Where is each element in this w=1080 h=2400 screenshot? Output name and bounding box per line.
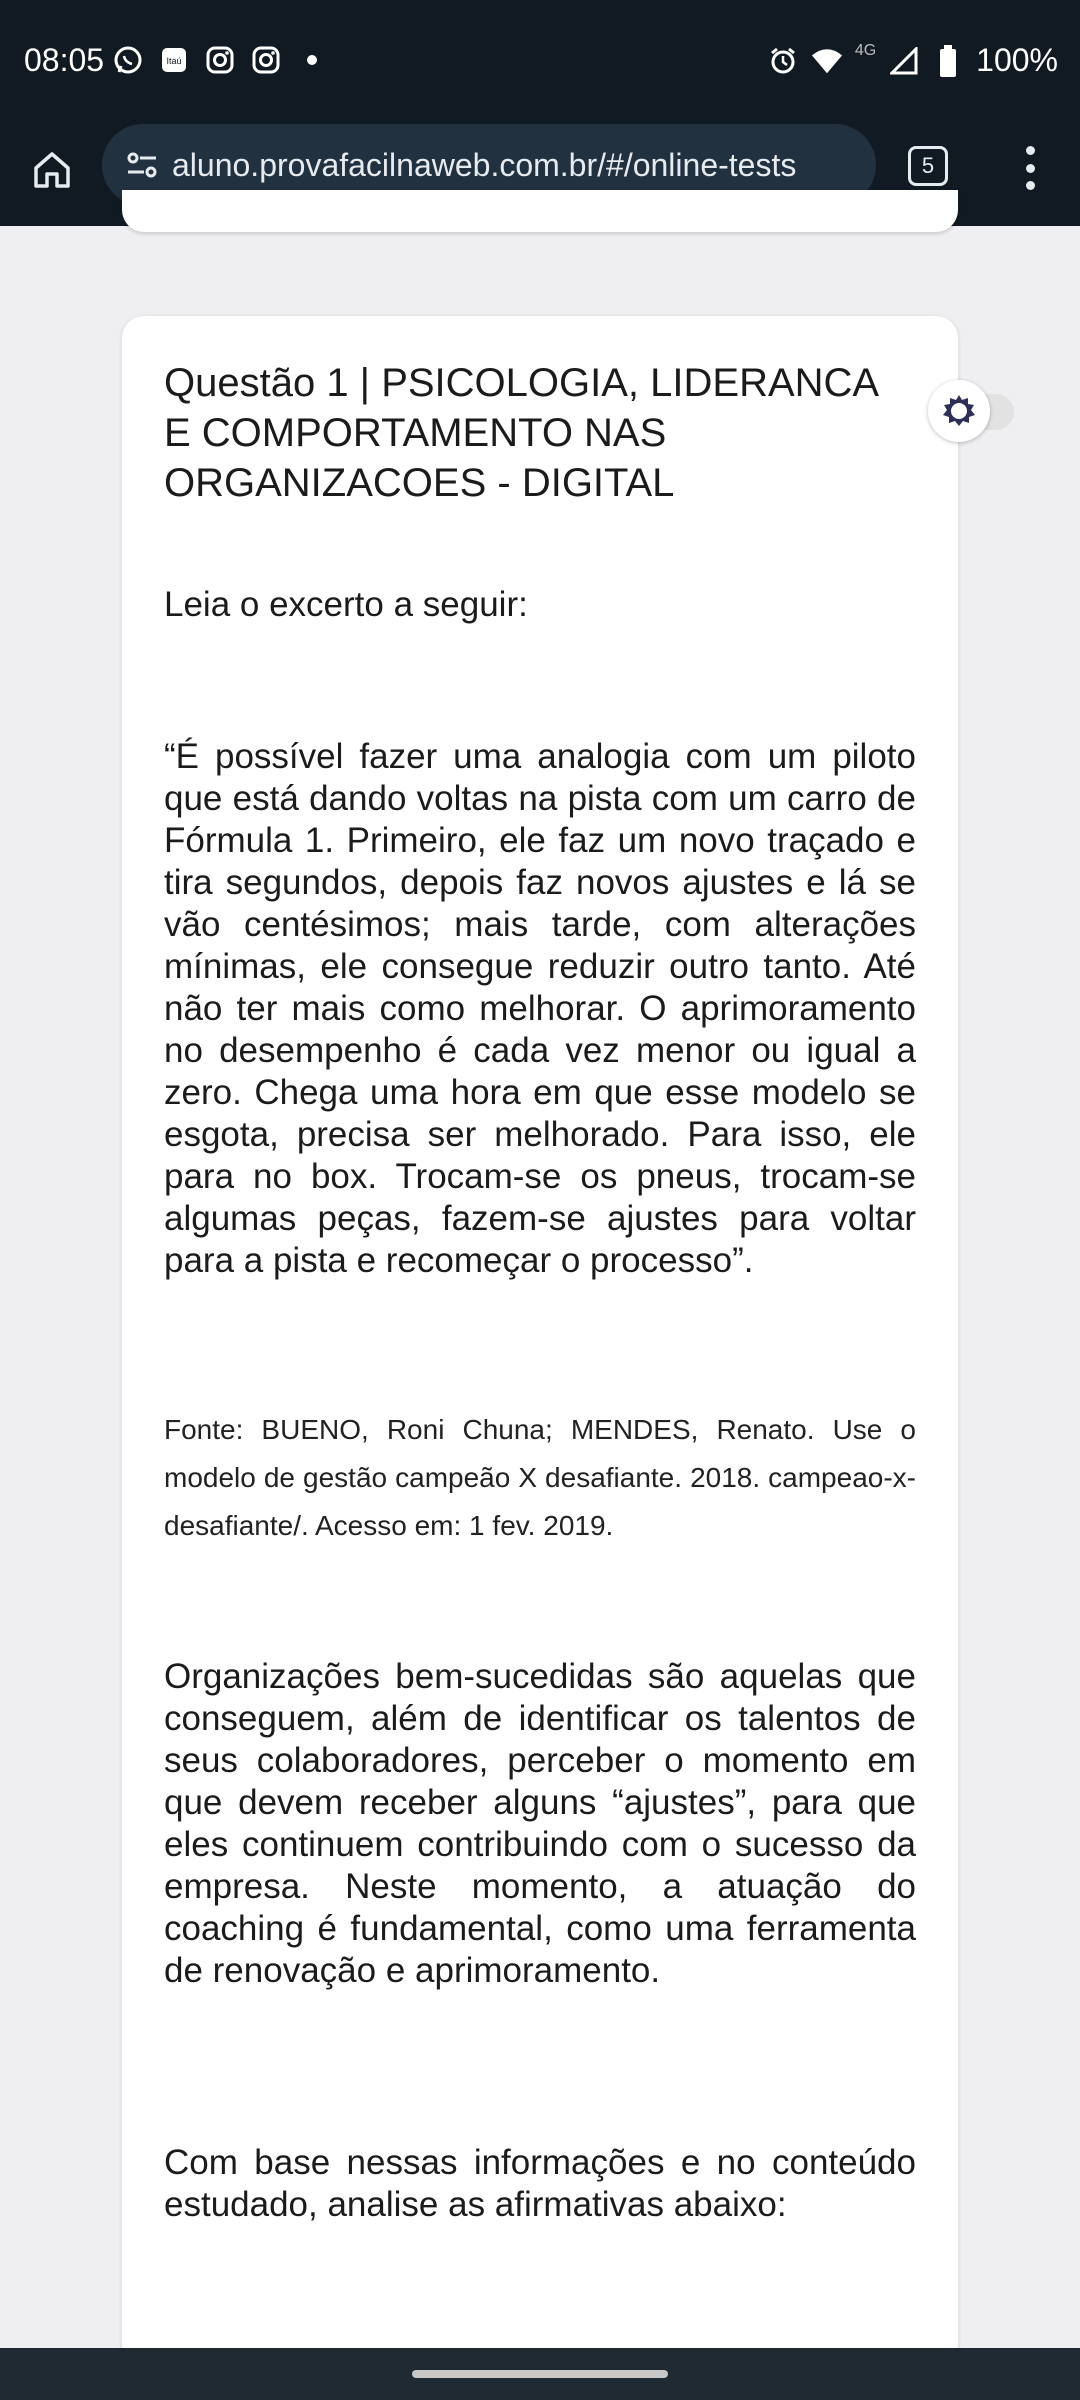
itau-icon bbox=[158, 44, 190, 76]
battery-icon bbox=[932, 45, 964, 77]
excerpt-text: “É possível fazer uma analogia com um piloto que está dando voltas na pista com um carro de Fórmula 1. Primeiro, ele faz um novo traçado e tira segundos, depois faz novos ajustes e lá se vão centésimos; mais tarde, com alterações mínimas, ele consegue reduzir outro tanto. Até não ter mais como melhorar. O aprimoramento no desempenho é cada vez menor ou igual a zero. Chega uma hora em que esse modelo se esgota, precisa ser melhorado. Para isso, ele para no box. Trocam-se os pneus, trocam-se algumas peças, fazem-se ajustes para voltar para a pista e recomeçar o processo”. bbox=[164, 737, 916, 1280]
network-label: 4G bbox=[854, 41, 877, 59]
battery-level: 100% bbox=[976, 42, 1058, 78]
dot-icon bbox=[296, 44, 328, 76]
more-menu-button[interactable] bbox=[1020, 146, 1040, 190]
svg-text:Itaú: Itaú bbox=[166, 56, 182, 66]
instruction-text: Com base nessas informações e no conteúdo estudado, analise as afirmativas abaixo: bbox=[164, 2143, 916, 2224]
url-text[interactable]: aluno.provafacilnaweb.com.br/#/online-tests bbox=[172, 146, 797, 183]
question-card bbox=[122, 316, 958, 2400]
source-citation: Fonte: BUENO, Roni Chuna; MENDES, Renato. Use o modelo de gestão campeão X desafiante. 2018. campeao-x-desafiante/. Acesso em: 1 fev. 2019. bbox=[164, 1414, 916, 1541]
question-title: Questão 1 | PSICOLOGIA, LIDERANCA E COMPORTAMENTO NAS ORGANIZACOES - DIGITAL bbox=[164, 361, 877, 505]
site-settings-icon[interactable] bbox=[122, 145, 162, 185]
whatsapp-icon bbox=[112, 44, 144, 76]
status-bar bbox=[0, 0, 1080, 124]
context-paragraph: Organizações bem-sucedidas são aquelas que conseguem, além de identificar os talentos de seus colaboradores, perceber o momento em que devem receber alguns “ajustes”, para que eles continuem contribuindo com o sucesso da empresa. Neste momento, a atuação do coaching é fundamental, como uma ferramenta de renovação e aprimoramento. bbox=[164, 1657, 916, 1990]
wifi-icon bbox=[811, 45, 843, 77]
menu-dot bbox=[1026, 146, 1035, 155]
status-time: 08:05 bbox=[24, 42, 105, 78]
status-right bbox=[767, 42, 1058, 79]
previous-card bbox=[122, 190, 958, 232]
theme-toggle[interactable] bbox=[928, 380, 1028, 442]
system-nav-bar bbox=[0, 2348, 1080, 2400]
menu-dot bbox=[1026, 164, 1035, 173]
alarm-icon bbox=[767, 45, 799, 77]
menu-dot bbox=[1026, 181, 1035, 190]
notification-icons bbox=[112, 44, 328, 76]
home-icon bbox=[30, 148, 74, 192]
signal-icon bbox=[888, 45, 920, 77]
sun-icon bbox=[939, 391, 979, 431]
instagram-icon bbox=[250, 44, 282, 76]
home-indicator[interactable] bbox=[412, 2370, 668, 2378]
instagram-icon bbox=[204, 44, 236, 76]
toggle-knob[interactable] bbox=[928, 380, 990, 442]
home-button[interactable] bbox=[26, 144, 78, 196]
intro-text: Leia o excerto a seguir: bbox=[164, 585, 528, 624]
tab-switcher-button[interactable]: 5 bbox=[908, 146, 948, 186]
